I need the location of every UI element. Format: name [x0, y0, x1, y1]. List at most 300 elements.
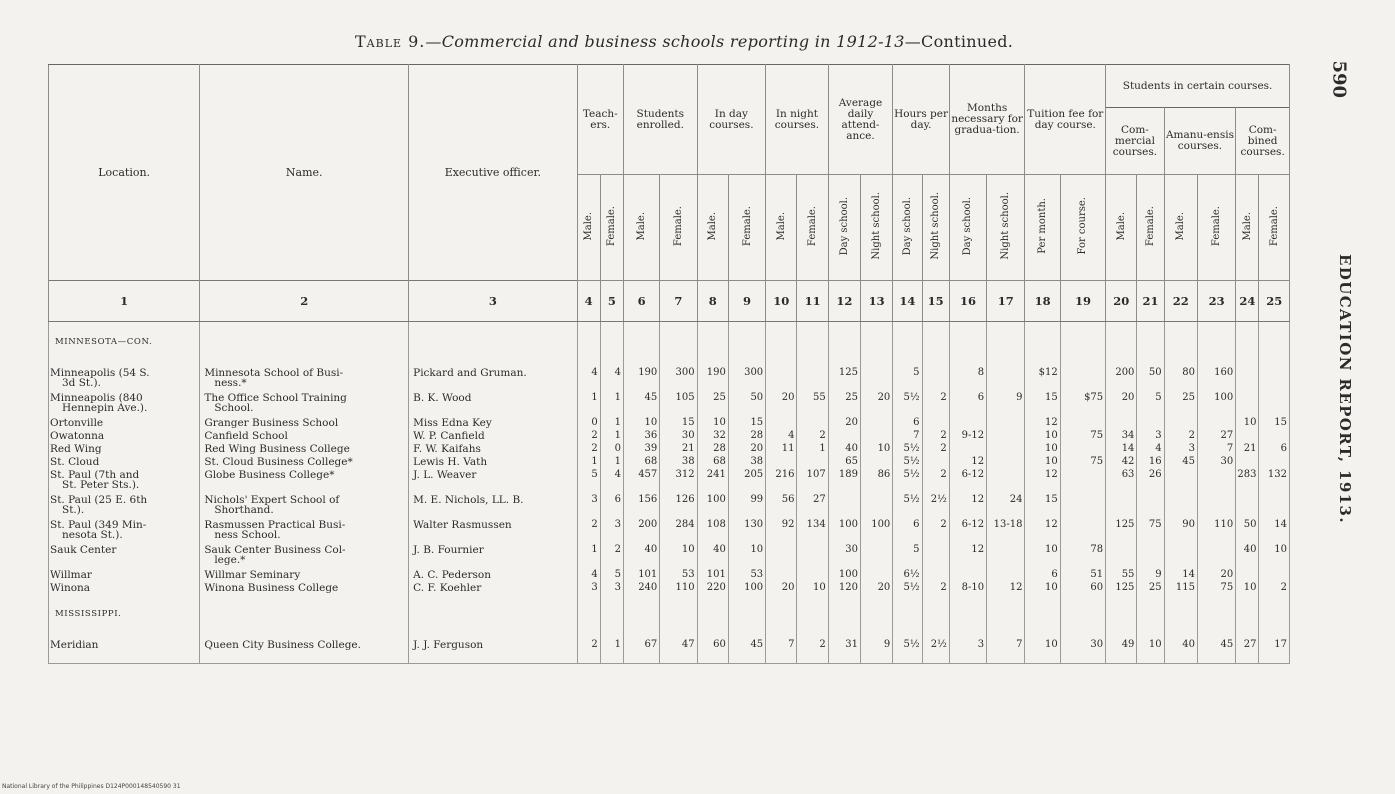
value-cell: 10 [1236, 416, 1259, 429]
value-cell [1164, 493, 1197, 518]
column-number: 7 [660, 281, 697, 322]
value-cell: 40 [1236, 543, 1259, 568]
value-cell [1259, 366, 1290, 391]
location-cell: Minneapolis (840 Hennepin Ave.). [49, 391, 200, 416]
value-cell: 50 [728, 391, 765, 416]
value-cell: 100 [828, 518, 860, 543]
school-name-cell: Nichols' Expert School of Shorthand. [200, 493, 409, 518]
value-cell: 12 [949, 543, 986, 568]
value-cell: 20 [1106, 391, 1137, 416]
header-location: Location. [49, 65, 200, 281]
value-cell [1060, 442, 1105, 455]
value-cell: 0 [600, 442, 623, 455]
value-cell [1106, 416, 1137, 429]
value-cell: 110 [1197, 518, 1235, 543]
value-cell: 220 [697, 581, 728, 594]
value-cell: 10 [1137, 638, 1164, 663]
state-label: MINNESOTA—CON. [55, 337, 153, 347]
value-cell: 108 [697, 518, 728, 543]
location-cell: Owatonna [49, 429, 200, 442]
value-cell: 1 [577, 543, 600, 568]
value-cell: 28 [728, 429, 765, 442]
header-in-day-courses: In day courses. [697, 65, 766, 175]
value-cell: 4 [577, 366, 600, 391]
school-name-cell: Minnesota School of Busi- ness.* [200, 366, 409, 391]
value-cell: 2 [1259, 581, 1290, 594]
value-cell: 27 [1236, 638, 1259, 663]
value-cell [1137, 543, 1164, 568]
column-number: 6 [623, 281, 659, 322]
value-cell: 4 [1137, 442, 1164, 455]
value-cell: 60 [697, 638, 728, 663]
header-average-daily-attendance: Average daily attend-ance. [828, 65, 893, 175]
value-cell [1197, 543, 1235, 568]
value-cell: 10 [728, 543, 765, 568]
value-cell: $12 [1025, 366, 1060, 391]
subheader-male: Male. [623, 175, 659, 281]
value-cell [1236, 493, 1259, 518]
value-cell [949, 568, 986, 581]
executive-officer-cell: F. W. Kaifahs [409, 442, 577, 455]
value-cell: 284 [660, 518, 697, 543]
value-cell: 25 [828, 391, 860, 416]
location-cell: Sauk Center [49, 543, 200, 568]
value-cell: 1 [600, 429, 623, 442]
value-cell: 45 [623, 391, 659, 416]
column-number: 12 [828, 281, 860, 322]
value-cell: 25 [1137, 581, 1164, 594]
value-cell: 2 [922, 468, 949, 493]
value-cell [1236, 391, 1259, 416]
value-cell: 2 [577, 442, 600, 455]
school-name-cell: Winona Business College [200, 581, 409, 594]
table-row [49, 442, 1290, 455]
value-cell: 3 [577, 581, 600, 594]
value-cell: 39 [623, 442, 659, 455]
value-cell [922, 455, 949, 468]
value-cell: 20 [766, 391, 797, 416]
value-cell [987, 568, 1025, 581]
value-cell: 36 [623, 429, 659, 442]
title-tail: —Continued. [904, 32, 1014, 51]
value-cell: 27 [797, 493, 828, 518]
school-name-cell: Red Wing Business College [200, 442, 409, 455]
value-cell: 16 [1137, 455, 1164, 468]
header-combined-courses: Com-bined courses. [1236, 108, 1290, 175]
value-cell: 100 [697, 493, 728, 518]
value-cell: 132 [1259, 468, 1290, 493]
value-cell: 5½ [893, 493, 922, 518]
value-cell: 90 [1164, 518, 1197, 543]
value-cell: 2 [577, 429, 600, 442]
value-cell: 110 [660, 581, 697, 594]
column-number: 3 [409, 281, 577, 322]
value-cell: 10 [660, 543, 697, 568]
value-cell: 200 [1106, 366, 1137, 391]
header-students-certain-courses: Students in certain courses. [1106, 65, 1290, 108]
value-cell: 6½ [893, 568, 922, 581]
subheader-male: Male. [1164, 175, 1197, 281]
value-cell: 12 [949, 493, 986, 518]
value-cell: 12 [949, 455, 986, 468]
value-cell: 30 [660, 429, 697, 442]
header-teachers: Teach-ers. [577, 65, 623, 175]
value-cell [1259, 455, 1290, 468]
value-cell: 9 [1137, 568, 1164, 581]
subheader-female: Female. [1197, 175, 1235, 281]
value-cell: 5½ [893, 581, 922, 594]
scan-footer: National Library of the Philippines D124P000148540590 31 [2, 783, 181, 790]
subheader-male: Male. [766, 175, 797, 281]
value-cell: 10 [1025, 581, 1060, 594]
value-cell: 125 [1106, 581, 1137, 594]
value-cell: 25 [1164, 391, 1197, 416]
value-cell: 5 [577, 468, 600, 493]
school-name-cell: St. Cloud Business College* [200, 455, 409, 468]
table-row [49, 543, 1290, 568]
column-number: 24 [1236, 281, 1259, 322]
table-row [49, 638, 1290, 663]
value-cell: 3 [600, 581, 623, 594]
value-cell [1060, 468, 1105, 493]
value-cell: 1 [577, 391, 600, 416]
value-cell: 6 [893, 416, 922, 429]
subheader-day-school: Day school. [828, 175, 860, 281]
value-cell: 78 [1060, 543, 1105, 568]
value-cell: 8 [949, 366, 986, 391]
value-cell: 15 [728, 416, 765, 429]
value-cell: 100 [728, 581, 765, 594]
value-cell [987, 455, 1025, 468]
value-cell: 15 [1259, 416, 1290, 429]
value-cell: 190 [697, 366, 728, 391]
value-cell: 125 [1106, 518, 1137, 543]
school-name-cell: Queen City Business College. [200, 638, 409, 663]
value-cell: 5 [893, 366, 922, 391]
value-cell [766, 366, 797, 391]
column-number: 2 [200, 281, 409, 322]
value-cell: 92 [766, 518, 797, 543]
value-cell: 10 [697, 416, 728, 429]
table-row [49, 366, 1290, 391]
value-cell: 241 [697, 468, 728, 493]
value-cell: 2 [922, 581, 949, 594]
value-cell [861, 543, 893, 568]
value-cell [1060, 518, 1105, 543]
column-number: 4 [577, 281, 600, 322]
value-cell: 5 [893, 543, 922, 568]
value-cell: 457 [623, 468, 659, 493]
value-cell: 14 [1106, 442, 1137, 455]
value-cell: 10 [1236, 581, 1259, 594]
value-cell: 130 [728, 518, 765, 543]
value-cell [987, 543, 1025, 568]
value-cell: 2 [600, 543, 623, 568]
table-row [49, 518, 1290, 543]
value-cell: 13-18 [987, 518, 1025, 543]
value-cell: 45 [1164, 455, 1197, 468]
subheader-female: Female. [660, 175, 697, 281]
column-number: 9 [728, 281, 765, 322]
value-cell: 283 [1236, 468, 1259, 493]
value-cell: 101 [697, 568, 728, 581]
subheader-day-school: Day school. [949, 175, 986, 281]
value-cell: 34 [1106, 429, 1137, 442]
value-cell: 2 [797, 638, 828, 663]
school-name-cell: Rasmussen Practical Busi- ness School. [200, 518, 409, 543]
value-cell: 53 [660, 568, 697, 581]
value-cell: 20 [728, 442, 765, 455]
column-number: 23 [1197, 281, 1235, 322]
state-label: MISSISSIPPI. [55, 609, 122, 619]
subheader-female: Female. [600, 175, 623, 281]
value-cell: 40 [828, 442, 860, 455]
table-row [49, 581, 1290, 594]
value-cell: 6-12 [949, 518, 986, 543]
value-cell [766, 543, 797, 568]
table-row [49, 493, 1290, 518]
value-cell [1236, 455, 1259, 468]
subheader-night-school: Night school. [922, 175, 949, 281]
value-cell [1197, 416, 1235, 429]
value-cell: 25 [697, 391, 728, 416]
value-cell: 49 [1106, 638, 1137, 663]
value-cell: 10 [1025, 442, 1060, 455]
header-hours-per-day: Hours per day. [893, 65, 950, 175]
value-cell: 9 [861, 638, 893, 663]
value-cell: 12 [987, 581, 1025, 594]
value-cell: 40 [623, 543, 659, 568]
table-body [49, 322, 1290, 664]
value-cell: 3 [577, 493, 600, 518]
executive-officer-cell: Lewis H. Vath [409, 455, 577, 468]
value-cell: 101 [623, 568, 659, 581]
school-name-cell: Granger Business School [200, 416, 409, 429]
value-cell: 15 [1025, 391, 1060, 416]
value-cell: 6 [893, 518, 922, 543]
column-number: 13 [861, 281, 893, 322]
value-cell: 1 [600, 391, 623, 416]
column-number: 5 [600, 281, 623, 322]
header-name: Name. [200, 65, 409, 281]
value-cell: 20 [828, 416, 860, 429]
school-name-cell: Canfield School [200, 429, 409, 442]
value-cell: 47 [660, 638, 697, 663]
value-cell: 20 [766, 581, 797, 594]
value-cell: 5 [1137, 391, 1164, 416]
value-cell [1106, 543, 1137, 568]
value-cell: 7 [893, 429, 922, 442]
value-cell: 8-10 [949, 581, 986, 594]
column-number: 17 [987, 281, 1025, 322]
value-cell [1137, 416, 1164, 429]
value-cell [987, 429, 1025, 442]
value-cell: 56 [766, 493, 797, 518]
executive-officer-cell: Walter Rasmussen [409, 518, 577, 543]
location-cell: St. Paul (25 E. 6th St.). [49, 493, 200, 518]
value-cell: 5½ [893, 468, 922, 493]
value-cell: 40 [1164, 638, 1197, 663]
value-cell [1259, 429, 1290, 442]
value-cell: 160 [1197, 366, 1235, 391]
value-cell: 2 [797, 429, 828, 442]
value-cell: 42 [1106, 455, 1137, 468]
location-cell: St. Cloud [49, 455, 200, 468]
subheader-male: Male. [577, 175, 600, 281]
value-cell: 216 [766, 468, 797, 493]
value-cell [861, 455, 893, 468]
running-head: EDUCATION REPORT, 1913. [1336, 253, 1354, 525]
school-name-cell: Sauk Center Business Col- lege.* [200, 543, 409, 568]
column-number: 20 [1106, 281, 1137, 322]
value-cell: 6 [949, 391, 986, 416]
value-cell [987, 468, 1025, 493]
table-row [49, 468, 1290, 493]
value-cell [861, 493, 893, 518]
location-cell: St. Paul (349 Min- nesota St.). [49, 518, 200, 543]
value-cell: 2 [922, 429, 949, 442]
value-cell: 2 [577, 638, 600, 663]
value-cell: 5½ [893, 442, 922, 455]
value-cell [797, 568, 828, 581]
value-cell: 99 [728, 493, 765, 518]
value-cell: 4 [600, 468, 623, 493]
executive-officer-cell: Pickard and Gruman. [409, 366, 577, 391]
statistics-table [48, 64, 1290, 664]
value-cell: 6 [1025, 568, 1060, 581]
executive-officer-cell: W. P. Canfield [409, 429, 577, 442]
value-cell: 53 [728, 568, 765, 581]
value-cell: 12 [1025, 416, 1060, 429]
value-cell [949, 442, 986, 455]
value-cell: 24 [987, 493, 1025, 518]
location-cell: Red Wing [49, 442, 200, 455]
column-number: 1 [49, 281, 200, 322]
value-cell: 50 [1236, 518, 1259, 543]
value-cell: 7 [1197, 442, 1235, 455]
value-cell: 32 [697, 429, 728, 442]
value-cell: 12 [1025, 468, 1060, 493]
value-cell: 68 [623, 455, 659, 468]
column-number: 19 [1060, 281, 1105, 322]
value-cell [987, 366, 1025, 391]
value-cell: 0 [577, 416, 600, 429]
value-cell: 75 [1197, 581, 1235, 594]
value-cell: 63 [1106, 468, 1137, 493]
school-name-cell: The Office School Training School. [200, 391, 409, 416]
value-cell: 2½ [922, 638, 949, 663]
value-cell: 2 [577, 518, 600, 543]
value-cell: 11 [766, 442, 797, 455]
header-tuition-fee: Tuition fee for day course. [1025, 65, 1106, 175]
value-cell [797, 416, 828, 429]
title-lead: Table 9. [355, 32, 426, 51]
header-executive-officer: Executive officer. [409, 65, 577, 281]
state-heading-row [49, 594, 1290, 638]
table-row [49, 455, 1290, 468]
value-cell: 300 [728, 366, 765, 391]
value-cell [766, 416, 797, 429]
value-cell: 134 [797, 518, 828, 543]
column-number: 15 [922, 281, 949, 322]
value-cell [1236, 568, 1259, 581]
value-cell: 2 [922, 518, 949, 543]
value-cell: 189 [828, 468, 860, 493]
value-cell: 156 [623, 493, 659, 518]
value-cell: 4 [577, 568, 600, 581]
value-cell: 21 [1236, 442, 1259, 455]
value-cell: 205 [728, 468, 765, 493]
value-cell [987, 442, 1025, 455]
value-cell: 5 [600, 568, 623, 581]
executive-officer-cell: J. J. Ferguson [409, 638, 577, 663]
executive-officer-cell: J. B. Fournier [409, 543, 577, 568]
value-cell: 125 [828, 366, 860, 391]
location-cell: St. Paul (7th and St. Peter Sts.). [49, 468, 200, 493]
value-cell: 12 [1025, 518, 1060, 543]
value-cell: 10 [1025, 638, 1060, 663]
value-cell [1164, 543, 1197, 568]
location-cell: Ortonville [49, 416, 200, 429]
value-cell: 10 [1025, 543, 1060, 568]
value-cell: 68 [697, 455, 728, 468]
value-cell: 38 [660, 455, 697, 468]
value-cell: 3 [600, 518, 623, 543]
value-cell [1106, 493, 1137, 518]
value-cell [1137, 493, 1164, 518]
location-cell: Willmar [49, 568, 200, 581]
value-cell: 14 [1164, 568, 1197, 581]
value-cell: 2 [922, 442, 949, 455]
value-cell: 28 [697, 442, 728, 455]
executive-officer-cell: J. L. Weaver [409, 468, 577, 493]
value-cell: 45 [1197, 638, 1235, 663]
value-cell: 3 [1137, 429, 1164, 442]
value-cell: 45 [728, 638, 765, 663]
value-cell [1236, 429, 1259, 442]
subheader-for-course: For course. [1060, 175, 1105, 281]
value-cell: 75 [1137, 518, 1164, 543]
value-cell: 9-12 [949, 429, 986, 442]
value-cell: 50 [1137, 366, 1164, 391]
value-cell: 2 [922, 391, 949, 416]
value-cell: 75 [1060, 455, 1105, 468]
value-cell: 1 [600, 638, 623, 663]
value-cell: 2 [1164, 429, 1197, 442]
value-cell: 10 [1259, 543, 1290, 568]
value-cell: 5½ [893, 455, 922, 468]
value-cell: 312 [660, 468, 697, 493]
value-cell: 115 [1164, 581, 1197, 594]
value-cell: 80 [1164, 366, 1197, 391]
value-cell: 30 [1060, 638, 1105, 663]
value-cell: 20 [861, 581, 893, 594]
value-cell: 7 [766, 638, 797, 663]
subheader-night-school: Night school. [861, 175, 893, 281]
value-cell: 14 [1259, 518, 1290, 543]
executive-officer-cell: M. E. Nichols, LL. B. [409, 493, 577, 518]
value-cell: 31 [828, 638, 860, 663]
subheader-male: Male. [1236, 175, 1259, 281]
executive-officer-cell: Miss Edna Key [409, 416, 577, 429]
subheader-female: Female. [797, 175, 828, 281]
column-number: 16 [949, 281, 986, 322]
value-cell [922, 543, 949, 568]
value-cell: 60 [1060, 581, 1105, 594]
value-cell: 20 [1197, 568, 1235, 581]
value-cell [1060, 366, 1105, 391]
value-cell: $75 [1060, 391, 1105, 416]
